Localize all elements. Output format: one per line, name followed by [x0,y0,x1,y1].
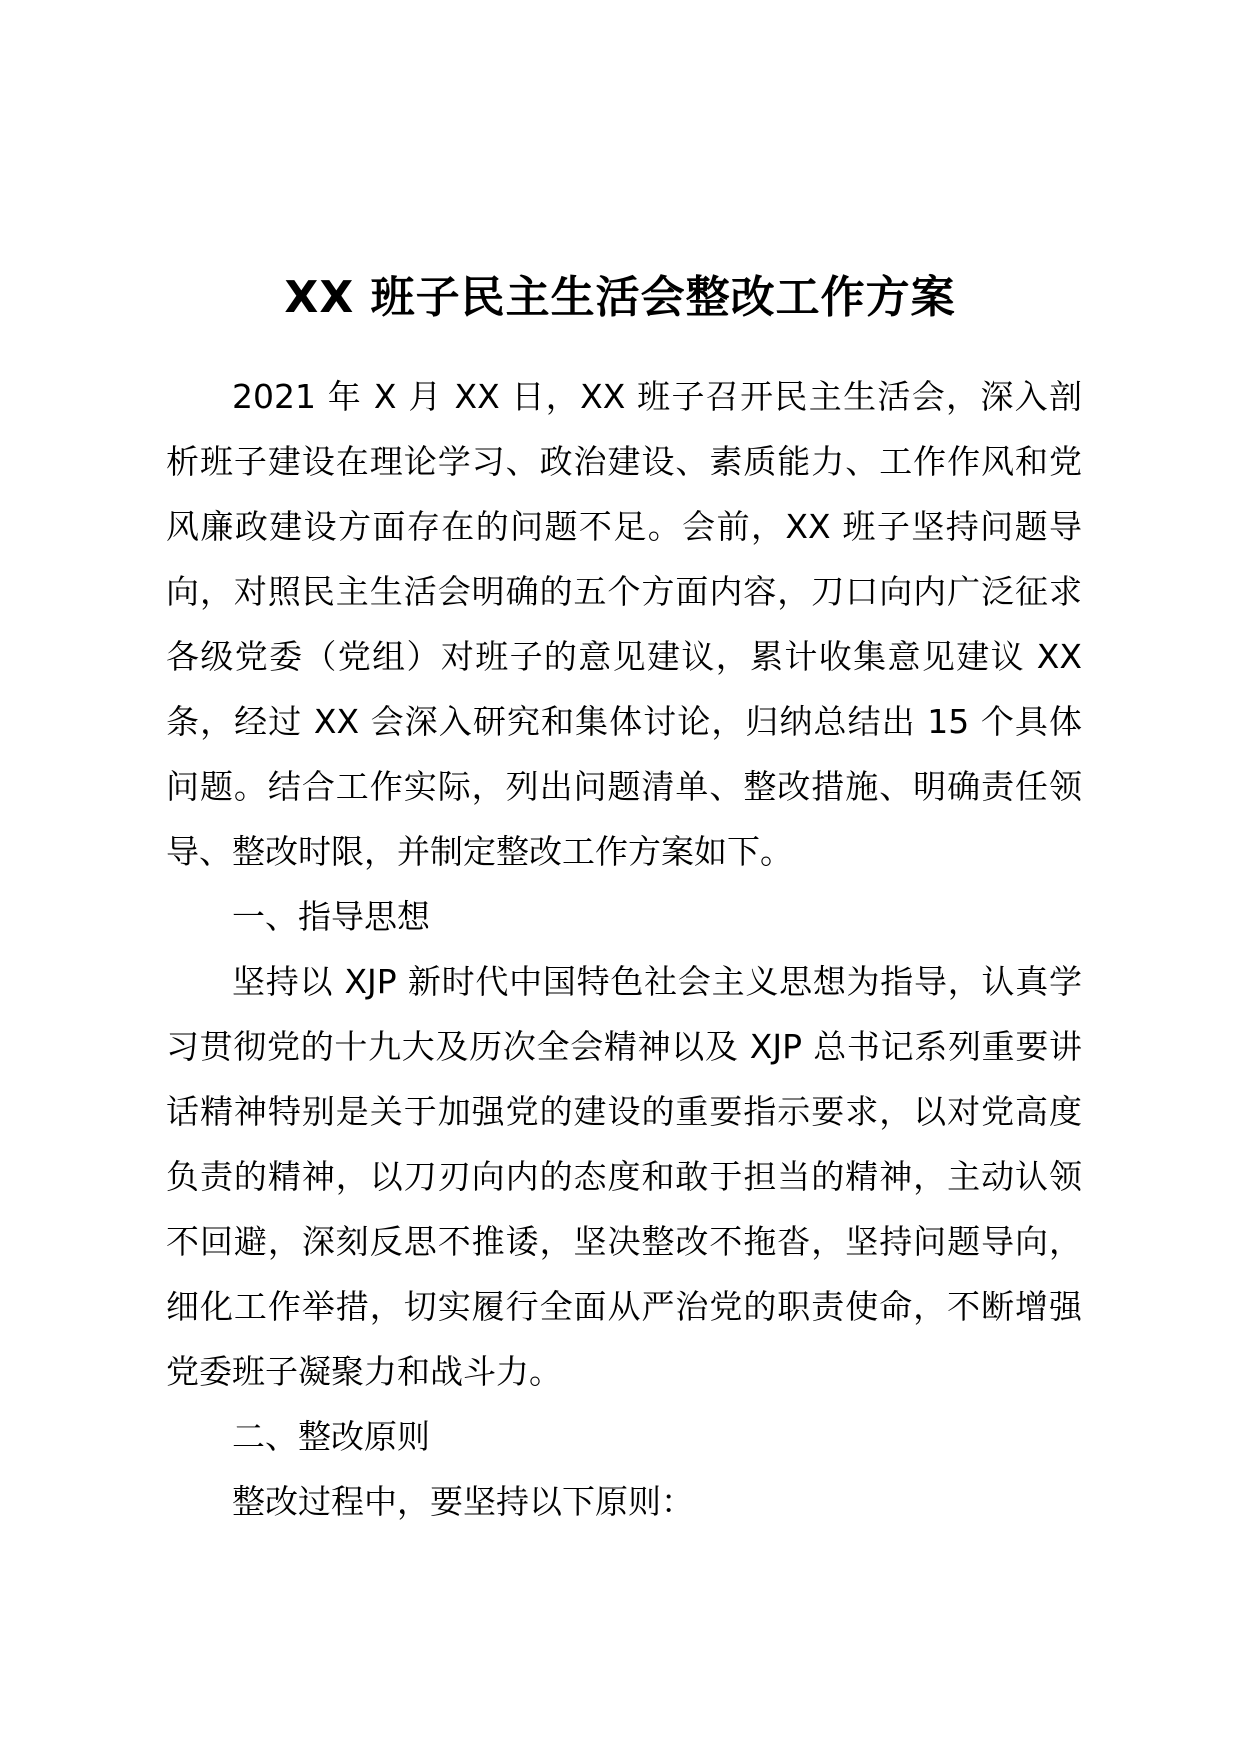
section-heading-rectification-principles: 二、整改原则 [232,1417,430,1456]
intro-paragraph: 2021 年 X 月 XX 日，XX 班子召开民主生活会，深入剖析班子建设在理论学习、政治建设、素质能力、工作作风和党风廉政建设方面存在的问题不足。会前，XX 班子坚持问题导向，对照民主生活会明确的五个方面内容，刀口向内广泛征求各级党委（党组）对班子的意见建议，累计收集意见建议 XX 条，经过 XX 会深入研究和集体讨论，归纳总结出 15 个具体问题。结合工作实际，列出问题清单、整改措施、明确责任领导、整改时限，并制定整改工作方案如下。 [166,377,1082,871]
document-title: XX 班子民主生活会整改工作方案 [284,272,956,323]
section-heading-guiding-ideology: 一、指导思想 [232,897,430,936]
rectification-principles-paragraph: 整改过程中，要坚持以下原则： [232,1482,694,1521]
document-body [166,364,1082,1534]
guiding-ideology-paragraph: 坚持以 XJP 新时代中国特色社会主义思想为指导，认真学习贯彻党的十九大及历次全会精神以及 XJP 总书记系列重要讲话精神特别是关于加强党的建设的重要指示要求，以对党高度负责的精神，以刀刃向内的态度和敢于担当的精神，主动认领不回避，深刻反思不推诿，坚决整改不拖沓，坚持问题导向，细化工作举措，切实履行全面从严治党的职责使命，不断增强党委班子凝聚力和战斗力。 [166,962,1083,1391]
